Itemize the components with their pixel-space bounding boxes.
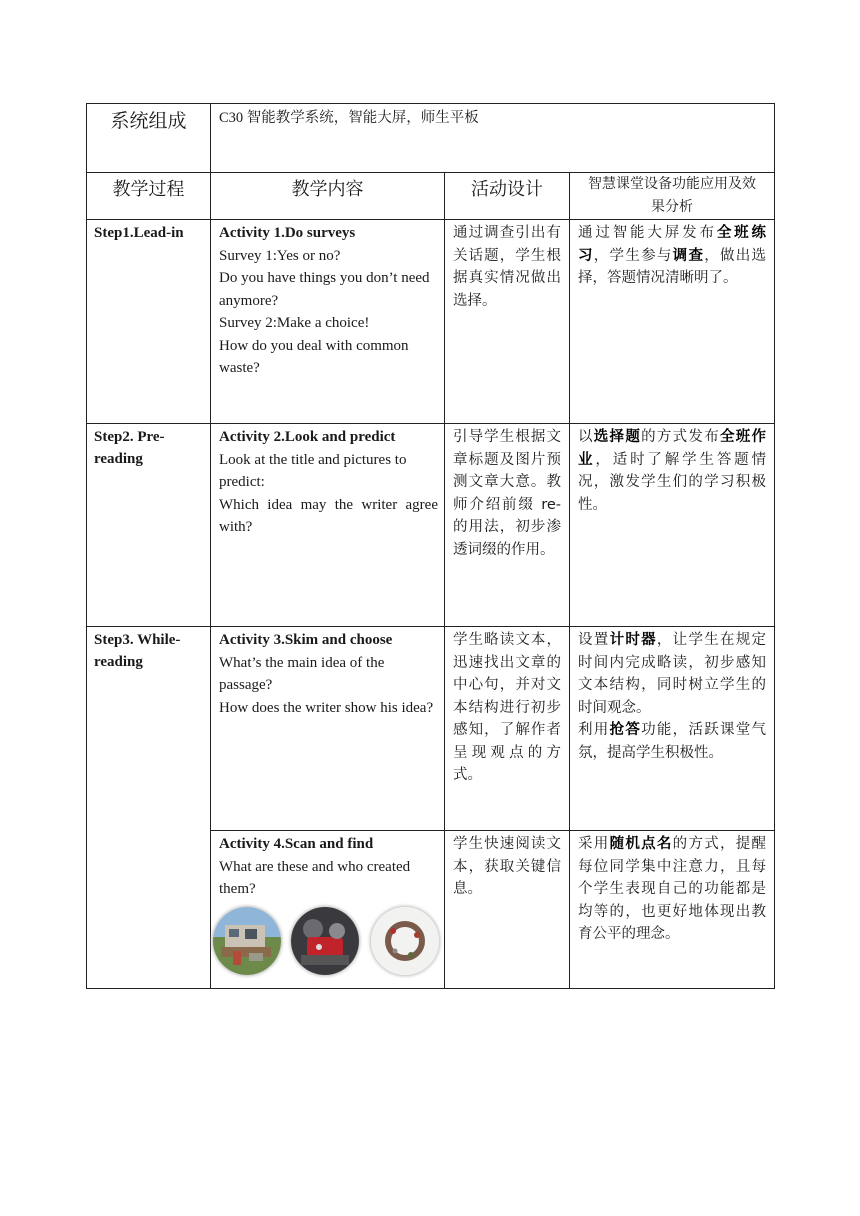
analysis-text: 利用: [578, 722, 610, 738]
analysis-cell: [570, 424, 775, 627]
header-row: [87, 173, 775, 220]
step-label: Step3. While-reading: [87, 627, 211, 989]
analysis-cell: [570, 220, 775, 424]
system-value: C30 智能教学系统，智能大屏，师生平板: [211, 104, 775, 173]
analysis-cell: [570, 831, 775, 989]
content-line: Look at the title and pictures to predict:: [219, 451, 407, 490]
content-line: Survey 1:Yes or no?: [219, 247, 341, 264]
table-row: [87, 220, 775, 424]
design-cell: 学生略读文本，迅速找出文章的中心句，并对文本结构进行初步感知，了解作者呈现观点的方式。: [445, 627, 570, 831]
content-cell: [211, 424, 445, 627]
analysis-text: 通过智能大屏发布: [578, 225, 717, 241]
analysis-text: ，做出选择，答题情况清晰明了。: [578, 247, 767, 286]
content-cell: [211, 831, 445, 989]
analysis-highlight: 随机点名: [609, 836, 673, 852]
content-cell: [211, 220, 445, 424]
system-row: [87, 104, 775, 173]
activity-title: Activity 4.Scan and find: [219, 836, 374, 852]
header-content: 教学内容: [211, 173, 445, 220]
analysis-highlight: 调查: [672, 247, 705, 264]
analysis-text: 的方式，提醒每位同学集中注意力，且每个学生表现自己的功能都是均等的，也更好地体现出教育公平的理念。: [578, 836, 767, 942]
content-line: How does the writer show his idea?: [219, 699, 434, 716]
content-line: Do you have things you don’t need anymore?: [219, 270, 430, 309]
header-analysis: 智慧课堂设备功能应用及效果分析: [570, 173, 775, 220]
analysis-text: ，学生参与: [593, 247, 673, 264]
analysis-highlight: 全班作业: [578, 429, 767, 468]
table-row: [87, 627, 775, 831]
analysis-highlight: 计时器: [609, 632, 657, 648]
activity-title: Activity 2.Look and predict: [219, 429, 396, 445]
analysis-text: ，适时了解学生答题情况，激发学生们的学习积极性。: [578, 451, 767, 513]
step-label: Step2. Pre-reading: [87, 424, 211, 627]
picture-row: [213, 907, 438, 979]
content-line: How do you deal with common waste?: [219, 337, 409, 376]
analysis-highlight: 抢答: [609, 722, 642, 738]
design-cell: 引导学生根据文章标题及图片预测文章大意。教师介绍前缀 re-的用法，初步渗透词缀的作用。: [445, 424, 570, 627]
analysis-text: ，让学生在规定时间内完成略读，初步感知文本结构，同时树立学生的时间观念。: [578, 632, 767, 716]
content-line: What’s the main idea of the passage?: [219, 654, 385, 693]
analysis-cell: [570, 627, 775, 831]
junk-sculpture-photo: [291, 907, 359, 975]
design-cell: 学生快速阅读文本，获取关键信息。: [445, 831, 570, 989]
content-cell: [211, 627, 445, 831]
analysis-text: 功能，活跃课堂气氛，提高学生积极性。: [578, 722, 767, 761]
content-line: Survey 2:Make a choice!: [219, 315, 370, 331]
header-activity: 活动设计: [445, 173, 570, 220]
activity-title: Activity 1.Do surveys: [219, 225, 356, 241]
design-cell: 通过调查引出有关话题，学生根据真实情况做出选择。: [445, 220, 570, 424]
junk-wreath-photo: [371, 907, 439, 975]
table-row: [87, 424, 775, 627]
analysis-text: 设置: [578, 632, 610, 648]
junk-house-photo: [213, 907, 281, 975]
analysis-text: 的方式发布: [641, 429, 720, 445]
header-process: 教学过程: [87, 173, 211, 220]
analysis-text: 以: [578, 429, 594, 445]
analysis-highlight: 选择题: [593, 429, 642, 445]
system-label: 系统组成: [87, 104, 211, 173]
lesson-table: [86, 103, 775, 989]
content-line: Which idea may the writer agree with?: [219, 496, 438, 535]
analysis-highlight: 全班练习: [578, 225, 767, 264]
step-label: Step1.Lead-in: [87, 220, 211, 424]
analysis-text: 采用: [578, 836, 610, 852]
content-line: What are these and who created them?: [219, 858, 411, 897]
activity-title: Activity 3.Skim and choose: [219, 632, 393, 648]
